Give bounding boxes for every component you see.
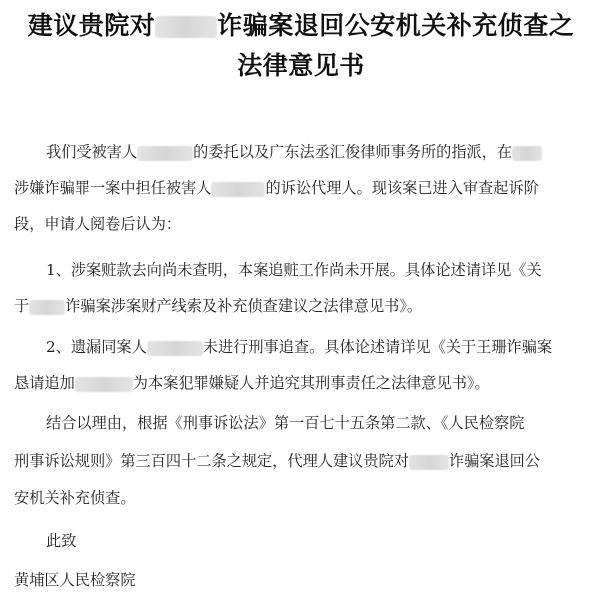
paragraph-1-line-2 — [14, 178, 539, 198]
paragraph-1-line-3: 段，申请人阅卷后认为： — [14, 215, 182, 233]
redacted-name — [75, 377, 133, 392]
document-title-line-2: 法律意见书 — [237, 51, 365, 80]
text-segment: 涉嫌诈骗罪一案中担任被害人 — [14, 179, 212, 197]
paragraph-4-line-3: 安机关补充侦查。 — [14, 489, 136, 507]
paragraph-3-line-2 — [14, 373, 490, 393]
text-segment: 于 — [14, 297, 30, 315]
text-segment: 的委托以及广东法丞汇俊律师事务所的指派，在 — [193, 143, 513, 161]
text-segment: 我们受被害人 — [46, 143, 138, 161]
recipient-name: 黄埔区人民检察院 — [14, 571, 136, 589]
redacted-name — [137, 146, 193, 161]
text-segment: 的诉讼代理人。现该案已进入审查起诉阶 — [265, 179, 539, 197]
text-segment: 2、遗漏同案人 — [46, 338, 147, 356]
paragraph-3-line-1 — [46, 337, 552, 357]
paragraph-2-line-1: 1、涉案赃款去向尚未查明，本案追赃工作尚未开展。具体论述请详见《关 — [46, 261, 542, 279]
redacted-name — [29, 300, 65, 315]
text-segment: 未进行刑事追查。具体论述请详见《关于王珊诈骗案 — [202, 338, 553, 356]
text-segment: 刑事诉讼规则》第三百四十二条之规定，代理人建议贵院对 — [14, 452, 409, 470]
title-text-b: 诈骗案退回公安机关补充侦查之 — [217, 11, 575, 40]
closing-salutation: 此致 — [46, 532, 77, 550]
redacted-name — [512, 146, 542, 161]
title-text-a: 建议贵院对 — [27, 11, 156, 40]
text-segment: 恳请追加 — [14, 374, 75, 392]
paragraph-4-line-1: 结合以理由，根据《刑事诉讼法》第一百七十五条第二款、《人民检察院 — [46, 414, 525, 432]
redacted-name — [409, 455, 449, 470]
text-segment: 诈骗案涉案财产线索及补充侦查建议之法律意见书》。 — [65, 297, 423, 315]
text-segment: 为本案犯罪嫌疑人并追究其刑事责任之法律意见书》。 — [132, 374, 490, 392]
paragraph-4-line-2 — [14, 451, 540, 471]
redacted-name — [147, 341, 203, 356]
redacted-name — [155, 16, 217, 38]
paragraph-1-line-1 — [46, 142, 542, 162]
redacted-name — [211, 182, 265, 197]
text-segment: 诈骗案退回公 — [448, 452, 540, 470]
document-title-line-1 — [0, 6, 602, 42]
paragraph-2-line-2 — [14, 296, 422, 316]
